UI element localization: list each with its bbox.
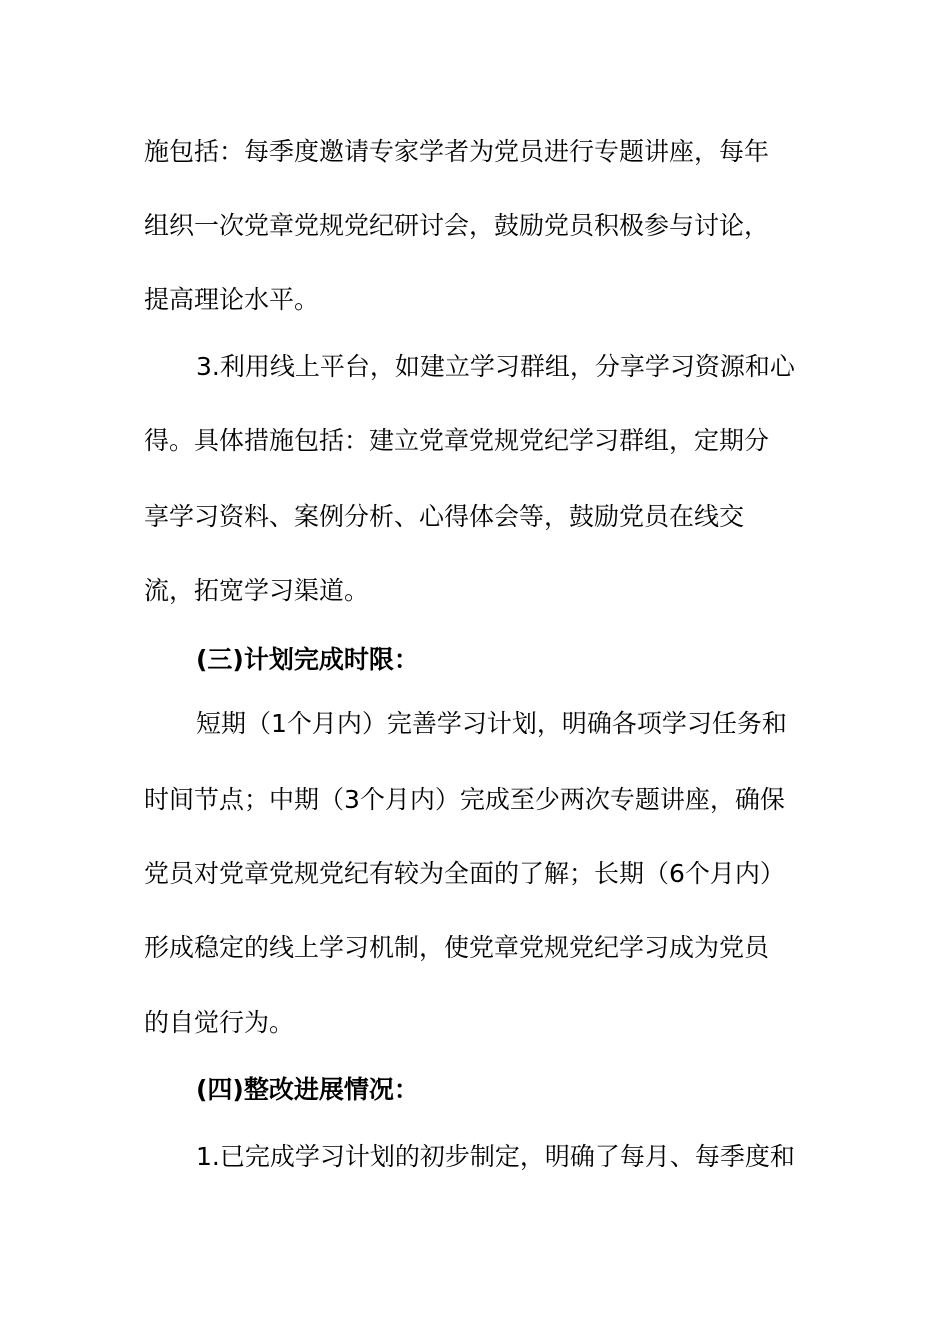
text-line: 3.利用线上平台，如建立学习群组，分享学习资源和心 bbox=[196, 352, 795, 381]
text-line: 1.已完成学习计划的初步制定，明确了每月、每季度和 bbox=[196, 1142, 795, 1171]
text-line: 流，拓宽学习渠道。 bbox=[144, 576, 370, 605]
text-line: 党员对党章党规党纪有较为全面的了解；长期（6个月内） bbox=[144, 859, 785, 888]
text-line: 时间节点；中期（3个月内）完成至少两次专题讲座，确保 bbox=[144, 785, 785, 814]
text-line: 提高理论水平。 bbox=[144, 285, 320, 314]
text-line: 形成稳定的线上学习机制，使党章党规党纪学习成为党员 bbox=[144, 933, 770, 962]
section-heading: (四)整改进展情况： bbox=[196, 1075, 419, 1104]
section-heading: (三)计划完成时限： bbox=[196, 645, 419, 674]
text-line: 享学习资料、案例分析、心得体会等，鼓励党员在线交 bbox=[144, 502, 745, 531]
text-line: 施包括：每季度邀请专家学者为党员进行专题讲座，每年 bbox=[144, 137, 770, 166]
text-line: 组织一次党章党规党纪研讨会，鼓励党员积极参与讨论， bbox=[144, 211, 770, 240]
text-line: 短期（1个月内）完善学习计划，明确各项学习任务和 bbox=[196, 709, 787, 738]
text-line: 的自觉行为。 bbox=[144, 1008, 295, 1037]
text-line: 得。具体措施包括：建立党章党规党纪学习群组，定期分 bbox=[144, 426, 770, 455]
